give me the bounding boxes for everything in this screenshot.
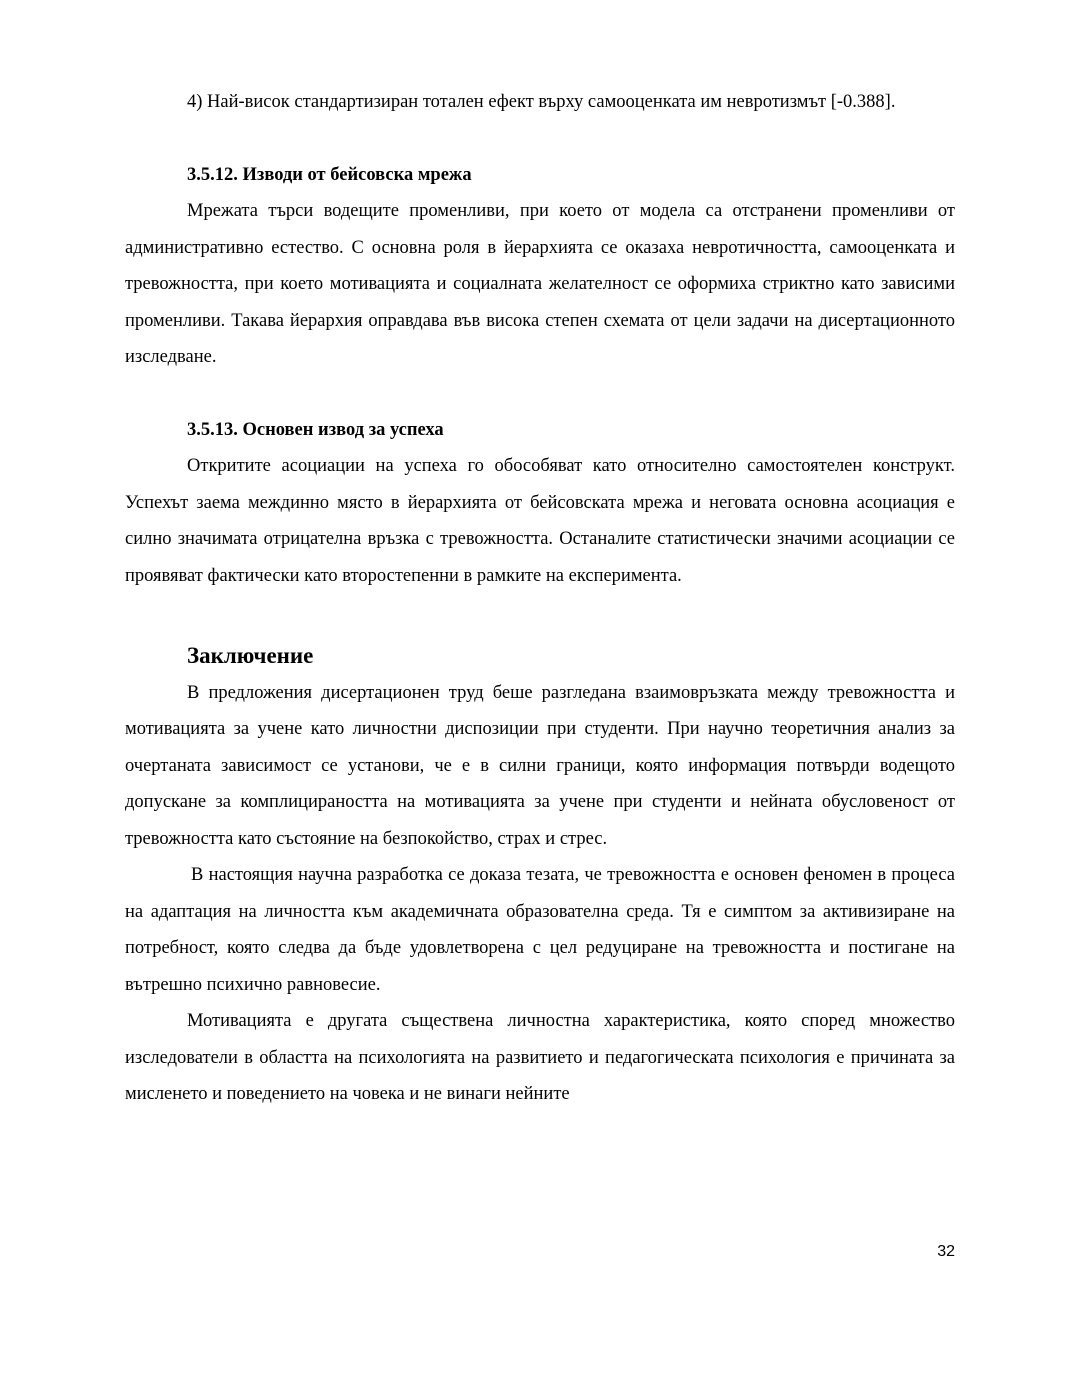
list-item-4: 4) Най-висок стандартизиран тотален ефект върху самооценката им невротизмът [-0.388]. [187,92,896,112]
conclusion-paragraph-3: Мотивацията е другата съществена личностна характеристика, която според множество изследователи в областта на психологията на развитието и педагогическата психология е причината за мисленето и поведението на човека и не винаги нейните [125,1011,955,1104]
conclusion-paragraph-2: В настоящия научна разработка се доказа тезата, че тревожността е основен феномен в процеса на адаптация на личността към академичната образователна среда. Тя е симптом за активизиране на потребност, която следва да бъде удовлетворена с цел редуциране на тревожността и постигане на вътрешно психично равновесие. [125,865,955,995]
section-paragraph-3-5-12: Мрежата търси водещите променливи, при което от модела са отстранени променливи от административно естество. С основна роля в йерархията се оказаха невротичността, самооценката и тревожността, при което мотивацията и социалната желателност се оформиха стриктно като зависими променливи. Такава йерархия оправдава във висока степен схемата от цели задачи на дисертационното изследване. [125,201,955,367]
conclusion-paragraph-1: В предложения дисертационен труд беше разгледана взаимовръзката между тревожността и мотивацията за учене като личностни диспозиции при студенти. При научно теоретичния анализ за очертаната зависимост се установи, че е в силни граници, която информация потвърди водещото допускане за комплицираността на мотивацията за учене при студенти и нейната обусловеност от тревожността като състояние на безпокойство, страх и стрес. [125,682,955,849]
section-paragraph-3-5-13: Откритите асоциации на успеха го обособяват като относително самостоятелен конструкт. Успехът заема междинно място в йерархията от бейсовската мрежа и неговата основна асоциация е силно значимата отрицателна връзка с тревожността. Останалите статистически значими асоциации се проявяват фактически като второстепенни в рамките на експеримента. [125,456,955,586]
section-heading-3-5-12: 3.5.12. Изводи от бейсовска мрежа [187,164,472,185]
conclusion-heading: Заключение [187,643,314,668]
page-number: 32 [937,1243,955,1260]
document-page [125,84,955,1113]
section-heading-3-5-13: 3.5.13. Основен извод за успеха [187,419,444,440]
